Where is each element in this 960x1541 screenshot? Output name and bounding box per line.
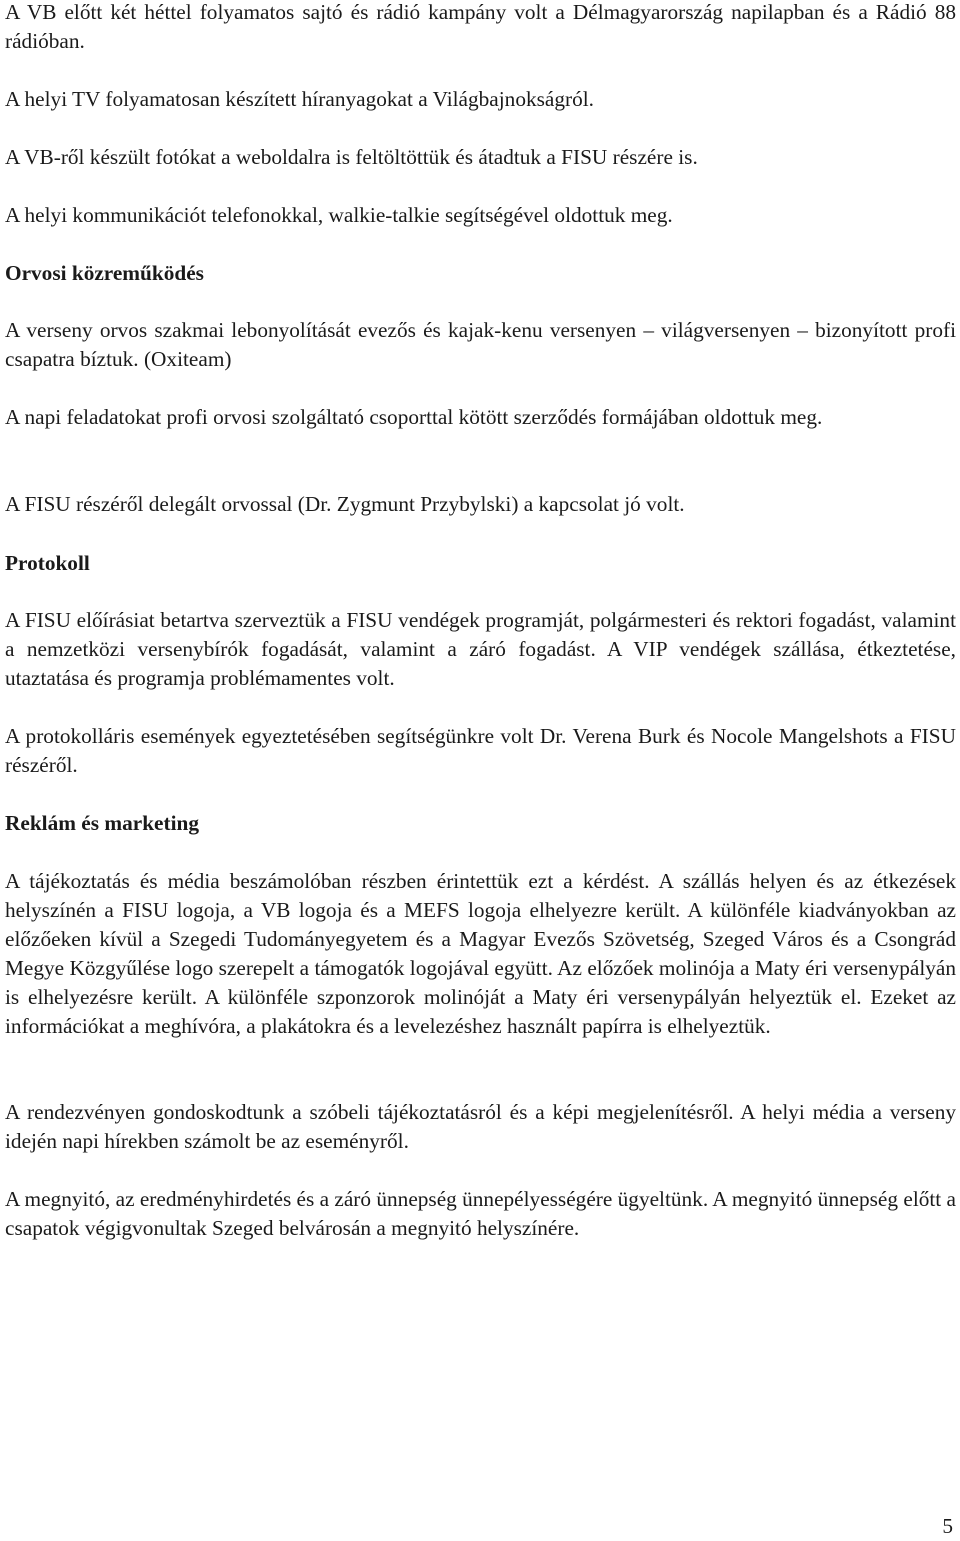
heading-protocol: Protokoll [5, 551, 90, 575]
heading-medical: Orvosi közreműködés [5, 261, 204, 285]
paragraph-protocol-coordination: A protokolláris események egyeztetésében segítségünkre volt Dr. Verena Burk és Nocole Mangelshots a FISU részéről. [5, 724, 956, 777]
paragraph-local-communication: A helyi kommunikációt telefonokkal, walkie-talkie segítségével oldottuk meg. [5, 203, 673, 227]
paragraph-medical-daily: A napi feladatokat profi orvosi szolgáltató csoporttal kötött szerződés formájában oldottuk meg. [5, 405, 823, 429]
paragraph-marketing-ceremony: A megnyitó, az eredményhirdetés és a záró ünnepség ünnepélyességére ügyeltünk. A megnyitó ünnepség előtt a csapatok végigvonultak Szeged belvárosán a megnyitó helyszínére. [5, 1187, 956, 1240]
paragraph-photos: A VB-ről készült fotókat a weboldalra is feltöltöttük és átadtuk a FISU részére is. [5, 145, 698, 169]
page-number: 5 [942, 1514, 953, 1538]
heading-marketing: Reklám és marketing [5, 811, 200, 835]
paragraph-local-tv: A helyi TV folyamatosan készített híranyagokat a Világbajnokságról. [5, 87, 594, 111]
paragraph-protocol-program: A FISU előírásiat betartva szerveztük a FISU vendégek programját, polgármesteri és rektori fogadást, valamint a nemzetközi versenybírók fogadását, valamint a záró fogadást. A VIP vendégek szállása, étkeztetése, utaztatása és programja problémamentes volt. [5, 608, 956, 690]
paragraph-media-campaign: A VB előtt két héttel folyamatos sajtó és rádió kampány volt a Délmagyarország napilapban és a Rádió 88 rádióban. [5, 0, 956, 53]
paragraph-medical-fisu-doctor: A FISU részéről delegált orvossal (Dr. Zygmunt Przybylski) a kapcsolat jó volt. [5, 492, 685, 516]
paragraph-marketing-event: A rendezvényen gondoskodtunk a szóbeli tájékoztatásról és a képi megjelenítésről. A helyi média a verseny idején napi hírekben számolt be az eseményről. [5, 1100, 956, 1153]
paragraph-marketing-logos: A tájékoztatás és média beszámolóban részben érintettük ezt a kérdést. A szállás helyen és az étkezések helyszínén a FISU logoja, a VB logoja és a MEFS logoja elhelyezre került. A különféle kiadványokban az előzőeken kívül a Szegedi Tudományegyetem és a Magyar Evezős Szövetség, Szeged Város és a Csongrád Megye Közgyűlése logo szerepelt a támogatók logojával együtt. Az előzőek molinója a Maty éri versenypályán is elhelyezésre került. A különféle szponzorok molinóját a Maty éri versenypályán helyeztük el. Ezeket az információkat a meghívóra, a plakátokra és a levelezéshez használt papírra is elhelyeztük. [5, 869, 956, 1038]
paragraph-medical-team: A verseny orvos szakmai lebonyolítását evezős és kajak-kenu versenyen – világversenyen – bizonyított profi csapatra bíztuk. (Oxiteam) [5, 318, 956, 371]
